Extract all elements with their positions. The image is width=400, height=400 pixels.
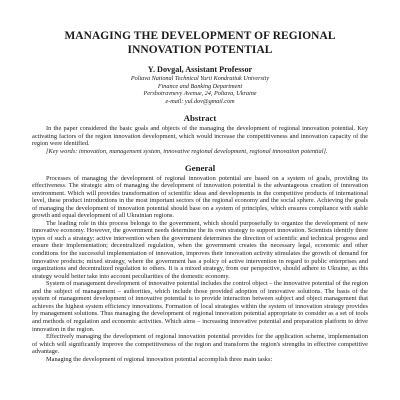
abstract-keywords: [Key words: innovation, management system, innovative regional development, regional innovation potential]. [46, 148, 328, 156]
affiliation-email: e-mail: yul.dov@gmail.com [165, 97, 235, 105]
abstract-text: In the paper considered the basic goals and objects of the managing the development of regional innovation potential. Key activating factors of the region innovation development, which would increase the competitiveness and innovation capacity of the region were identified. [32, 125, 368, 148]
general-paragraph: The leading role in this process belongs to the government, which should purposefully to organize the development of new innovative economy. However, the government needs determine the its own strategy to support innovation. Scientists identify three types of such a strategy: active intervention when the government determines the direction of scientific and technical progress and ensure their implementation; decentralized regulation, when the government creates the necessary legal, economic and other conditions for the successful implementation of innovation, improves their innovation activity stimulates the growth of demand for innovative products; mixed strategy, where the government has a policy of active intervention in regard to public enterprises and organizations and decentralized regulation to others. It is a mixed strategy, from our perspective, should adhere to Ukraine, as this strategy would better take into account peculiarities of the domestic economy. [32, 219, 368, 280]
author-name: Y. Dovgal, Assistant Professor [147, 65, 253, 74]
paper-title-line-2: INNOVATION POTENTIAL [127, 44, 273, 56]
general-paragraph: System of management development of innovative potential includes the control object – the innovative potential of the region and the subject of management – authorities, which include those provided adoption of innovative solutions. The basis of the system of management development of innovative potential is to provide interaction between subject and object management that achieves the highest system efficiency innovations. Formation of local strategies within the system of innovation strategy provides by management solutions. Thus managing the development of regional innovation potential appropriate to consider as a set of tools and methods of regulation and economic activities. Which aims – increasing innovative potential and preparation platform to drive innovation in the region. [32, 280, 368, 333]
general-paragraph: Processes of managing the development of regional innovation potential are based on a system of goals, providing its effectiveness. The strategic aim of managing the development of innovation potential is the advantageous creation of innovation environment. Which will provides transformation of scientific ideas and developments in the competitive products of international level, these product introductions in the most important sectors of the regional economy and the social sphere. Achieving the goals of managing the development of innovation potential should base on a system of principles, which ensures compliance with stable growth and equal development of all Ukrainian regions. [32, 174, 368, 220]
affiliation-address: Pershotravnevy Avenue, 24, Poltava, Ukraine [143, 90, 257, 98]
affiliation-department: Finance and Banking Department [157, 82, 243, 90]
general-paragraph: Managing the development of regional innovation potential accomplish three main tasks: [46, 355, 273, 363]
affiliation-block [32, 75, 368, 105]
paper-title-line-1: MANAGING THE DEVELOPMENT OF REGIONAL [64, 30, 336, 42]
general-heading: General [184, 162, 216, 173]
affiliation-university: Poltava National Technical Yurii Kondratiuk University [130, 75, 270, 82]
general-paragraph: Effectively managing the development of regional innovation potential provides for the application scheme, implementation of which will significantly improve the competitiveness of the region and transform the region's strengths in effective competitive advantage. [32, 333, 368, 356]
abstract-heading: Abstract [183, 113, 217, 124]
paper-title [32, 29, 368, 57]
